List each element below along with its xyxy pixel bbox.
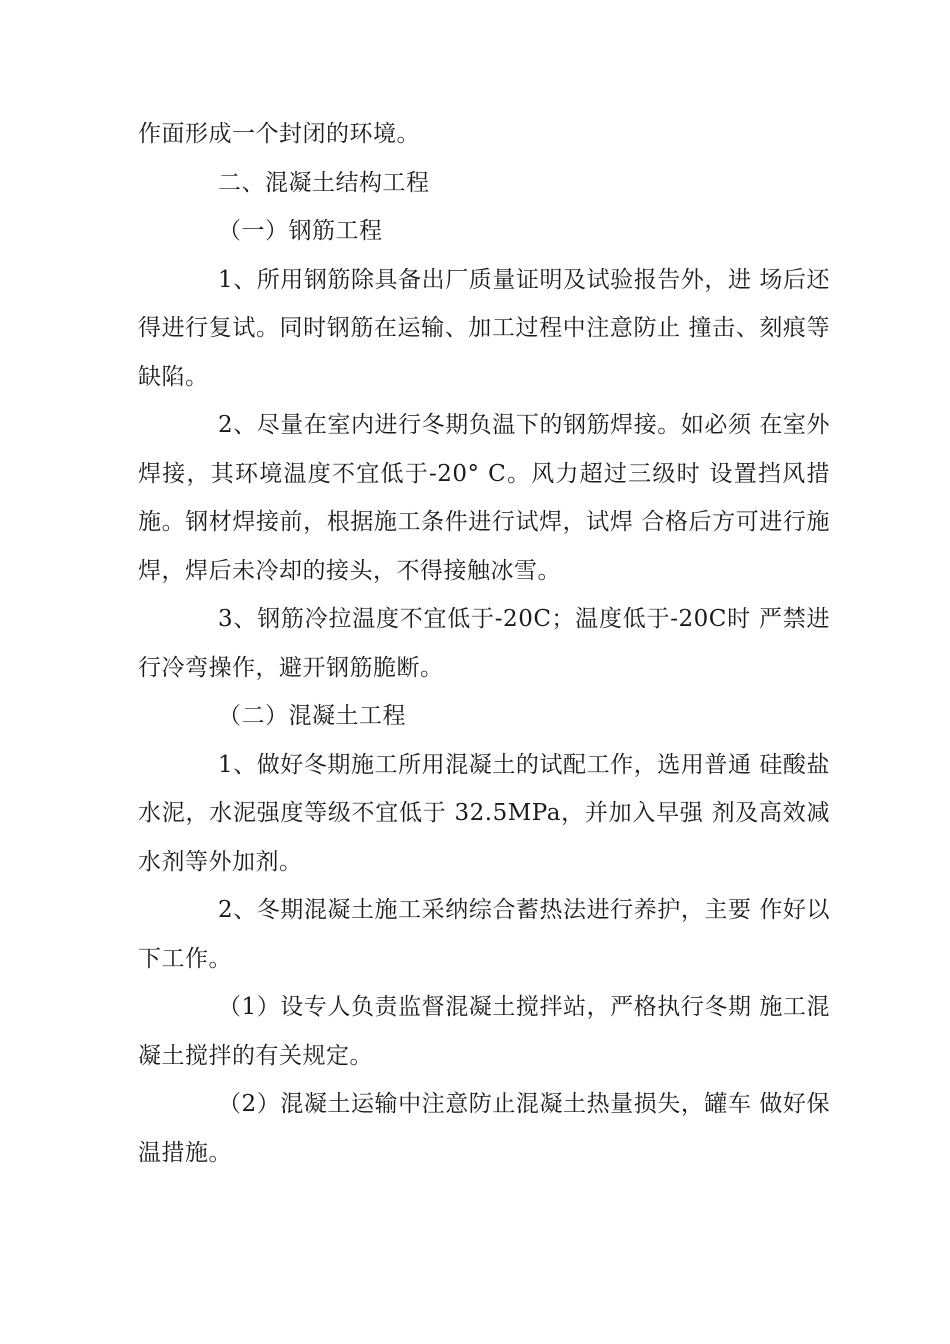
paragraph-concrete-1: 1、做好冬期施工所用混凝土的试配工作，选用普通 硅酸盐水泥，水泥强度等级不宜低于 32.5MPa，并加入早强 剂及高效减水剂等外加剂。 [138, 751, 830, 875]
paragraph-concrete-2-item-2: （2）混凝土运输中注意防止混凝土热量损失，罐车 做好保温措施。 [138, 1091, 830, 1166]
subsection-heading-concrete: （二）混凝土工程 [218, 703, 406, 729]
paragraph-continuation: 作面形成一个封闭的环境。 [138, 121, 420, 147]
paragraph-concrete-2: 2、冬期混凝土施工采纳综合蓄热法进行养护，主要 作好以下工作。 [138, 897, 830, 972]
paragraph-rebar-2: 2、尽量在室内进行冬期负温下的钢筋焊接。如必须 在室外焊接，其环境温度不宜低于-20° C。风力超过三级时 设置挡风措施。钢材焊接前，根据施工条件进行试焊，试焊 合格后方可进行施焊，焊后未冷却的接头，不得接触冰雪。 [138, 412, 830, 584]
paragraph-concrete-2-item-1: （1）设专人负责监督混凝土搅拌站，严格执行冬期 施工混凝土搅拌的有关规定。 [138, 994, 830, 1069]
section-heading-concrete-structure: 二、混凝土结构工程 [218, 169, 430, 196]
paragraph-rebar-3: 3、钢筋冷拉温度不宜低于-20C；温度低于-20C时 严禁进行冷弯操作，避开钢筋脆断。 [138, 606, 830, 681]
paragraph-rebar-1: 1、所用钢筋除具备出厂质量证明及试验报告外，进 场后还得进行复试。同时钢筋在运输、加工过程中注意防止 撞击、刻痕等缺陷。 [138, 266, 830, 390]
subsection-heading-rebar: （一）钢筋工程 [218, 218, 383, 244]
document-body [138, 110, 830, 1177]
